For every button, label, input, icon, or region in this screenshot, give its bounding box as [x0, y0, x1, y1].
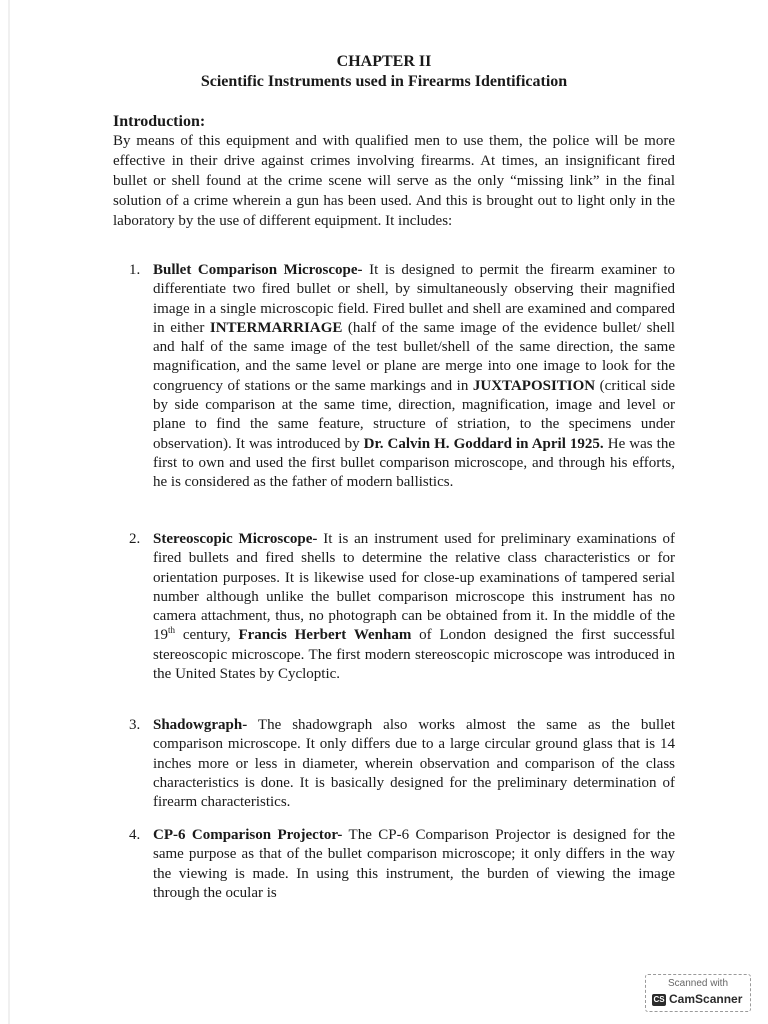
watermark-brand: CamScanner — [669, 992, 743, 1006]
item-text: It is designed to permit the firearm examiner to differentiate two fired bullet or shell, by simultaneously observing their magnified image in a single microscopic field. Fired bullet and shell are examined and compared in either — [153, 262, 675, 336]
superscript: th — [168, 625, 176, 636]
list-number: 4. — [129, 827, 141, 843]
list-item-bullet-comparison-microscope — [129, 261, 676, 493]
intro-heading: Introduction: — [113, 113, 206, 130]
item-text: of London designed the first successful stereoscopic microscope. The first modern stereoscopic microscope was introduced in the United States by Cycloptic. — [153, 627, 675, 683]
item-text: The CP-6 Comparison Projector is designed for the same purpose as that of the bullet comparison microscope; it only differs in the way the viewing is made. In using this instrument, the burden of viewing the image through the ocular is — [153, 827, 675, 901]
item-term: Shadowgraph- — [153, 717, 248, 733]
item-bold-term: INTERMARRIAGE — [209, 319, 343, 336]
item-text: The shadowgraph also works almost the same as the bullet comparison microscope. It only differs due to a large circular ground glass that is 14 inches more or less in diameter, wherein observation and comparison of the class characteristics is done. It is basically designed for the preliminary determination of firearm characteristics. — [153, 717, 675, 811]
camscanner-logo-icon: CS — [653, 995, 665, 1004]
item-text: It is an instrument used for preliminary examinations of fired bullets and fired shells to determine the relative class characteristics or for orientation purposes. It is likewise used for close-up examinations of tampered serial number although unlike the bullet comparison microscope this instrument has no camera attachment, thus, no photograph can be obtained from it. In the middle of the 19 — [153, 531, 676, 644]
item-text: (critical side by side comparison at the same time, direction, magnification, image and level or plane to find the same feature, structure of striation, to the specimens under observation). It was introduced by — [153, 377, 676, 452]
chapter-heading: CHAPTER II — [336, 53, 432, 70]
chapter-title: Scientific Instruments used in Firearms Identification — [200, 73, 568, 90]
item-text: He was the first to own and used the first bullet comparison microscope, and through his efforts, he is considered as the father of modern ballistics. — [153, 435, 675, 491]
list-item-stereoscopic-microscope — [129, 530, 676, 684]
watermark-caption: Scanned with — [667, 978, 729, 989]
intro-paragraph: By means of this equipment and with qualified men to use them, the police will be more effective in their drive against crimes involving firearms. At times, an insignificant fired bullet or shell found at the crime scene will serve as the only “missing link” in the final solution of a crime wherein a gun has been used. And this is brought out to light only in the laboratory by the use of different equipment. It includes: — [113, 133, 675, 229]
list-item-shadowgraph — [129, 716, 675, 812]
item-bold-term: Francis Herbert Wenham — [238, 627, 412, 644]
item-term: Stereoscopic Microscope- — [153, 531, 318, 547]
list-number: 3. — [129, 717, 141, 733]
list-number: 2. — [129, 531, 141, 547]
item-text: (half of the same image of the evidence bullet/ shell and half of the same image of the test bullet/shell of the same direction, the same magnification, and the same level or plane are merge into one image to look for the congruency of stations or the same markings and in — [153, 319, 675, 394]
item-term: CP-6 Comparison Projector- — [153, 827, 343, 843]
scan-edge — [8, 0, 10, 1024]
list-number: 1. — [129, 262, 141, 278]
item-bold-term: JUXTAPOSITION — [472, 377, 596, 394]
camscanner-watermark — [645, 974, 751, 1012]
item-bold-term: Dr. Calvin H. Goddard in April 1925. — [363, 435, 604, 452]
list-item-cp6-comparison-projector — [129, 826, 675, 903]
item-term: Bullet Comparison Microscope- — [153, 262, 363, 278]
item-text: century, — [175, 627, 239, 644]
